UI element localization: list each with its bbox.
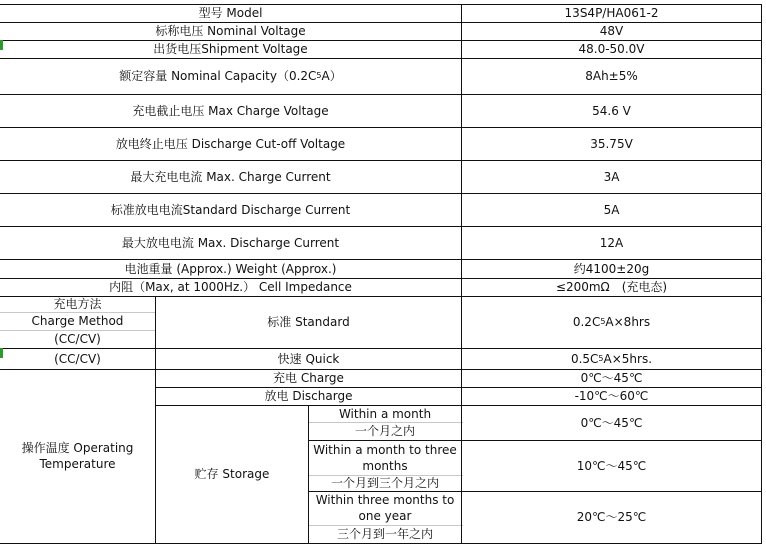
charge-quick-label: 快速 Quick: [277, 351, 340, 366]
storage-period-3-en-line1: Within three months to: [315, 493, 455, 507]
model-value: 13S4P/HA061-2: [564, 6, 659, 20]
storage-period-3-value: 20℃～25℃: [576, 510, 647, 524]
temp-charge-value: 0℃～45℃: [580, 371, 643, 385]
operating-temperature-label-line2: Temperature: [39, 457, 116, 471]
nominal-capacity-label-sub: 5: [316, 71, 322, 80]
storage-period-2-en-line1: Within a month to three: [313, 442, 457, 457]
storage-period-3-en: [309, 491, 461, 525]
discharge-cutoff-label: 放电终止电压 Discharge Cut-off Voltage: [115, 136, 346, 151]
charge-quick-value-sub: 5: [598, 353, 604, 363]
model-label: 型号 Model: [198, 6, 263, 20]
nominal-capacity-value: 8Ah±5%: [585, 69, 638, 83]
max-charge-voltage-label: 充电截止电压 Max Charge Voltage: [132, 103, 329, 118]
max-discharge-current-value: 12A: [599, 235, 624, 250]
operating-temperature-label-line1: 操作温度 Operating: [21, 441, 134, 455]
nominal-voltage-value: 48V: [599, 24, 624, 38]
charge-standard-value-pre: 0.2C: [572, 315, 601, 329]
max-discharge-current-label: 最大放电电流 Max. Discharge Current: [121, 235, 340, 250]
storage-period-2-en-line2: months: [362, 458, 408, 473]
charge-method-en: Charge Method: [31, 314, 124, 328]
shipment-voltage-label: 出货电压Shipment Voltage: [153, 42, 308, 56]
std-discharge-current-label: 标准放电电流Standard Discharge Current: [110, 202, 351, 217]
charge-standard-value-post: A×8hrs: [605, 315, 651, 329]
charge-standard-value: [462, 296, 761, 348]
temp-discharge-value: -10℃～60℃: [574, 389, 649, 403]
charge-standard-value-sub: 5: [600, 317, 606, 326]
storage-period-3-en-line2: one year: [358, 509, 412, 523]
impedance-value: ≤200mΩ (充电态): [555, 280, 668, 294]
charge-method-cccv: (CC/CV): [54, 332, 101, 346]
shipment-voltage-value: 48.0-50.0V: [578, 42, 645, 56]
charge-quick-value-post: A×5hrs.: [603, 351, 653, 366]
nominal-capacity-label-post: A）: [321, 69, 342, 83]
charge-quick-value-pre: 0.5C: [570, 351, 599, 366]
nominal-capacity-label-pre: 额定容量 Nominal Capacity（0.2C: [119, 69, 317, 83]
impedance-label: 内阻（Max, at 1000Hz.） Cell Impedance: [109, 280, 352, 294]
temp-charge-label: 充电 Charge: [273, 371, 344, 385]
charge-method-cn: 充电方法: [53, 297, 102, 311]
std-discharge-current-value: 5A: [603, 202, 620, 217]
storage-period-2-value: 10℃～45℃: [576, 458, 647, 473]
nominal-voltage-label: 标称电压 Nominal Voltage: [155, 24, 306, 38]
max-charge-current-value: 3A: [603, 169, 620, 184]
weight-label: 电池重量 (Approx.) Weight (Approx.): [124, 261, 337, 276]
storage-period-1-cn: 一个月之内: [354, 424, 415, 438]
storage-period-2-cn: 一个月到三个月之内: [330, 476, 439, 490]
weight-value: 约4100±20g: [573, 261, 650, 276]
max-charge-voltage-value: 54.6 V: [592, 103, 631, 118]
storage-period-1-en: Within a month: [338, 406, 432, 421]
nominal-capacity-label: [0, 58, 461, 94]
charge-quick-value: [462, 348, 761, 369]
charge-method-cccv-quick: (CC/CV): [54, 351, 101, 366]
discharge-cutoff-value: 35.75V: [590, 136, 633, 151]
charge-standard-label: 标准 Standard: [267, 315, 350, 329]
temp-storage-label: 贮存 Storage: [194, 467, 270, 481]
storage-period-2-en: [309, 440, 461, 475]
temp-discharge-label: 放电 Discharge: [264, 389, 353, 403]
operating-temperature-label: [0, 369, 155, 543]
max-charge-current-label: 最大充电电流 Max. Charge Current: [130, 169, 331, 184]
storage-period-3-cn: 三个月到一年之内: [336, 527, 433, 541]
storage-period-1-value: 0℃～45℃: [580, 415, 643, 430]
